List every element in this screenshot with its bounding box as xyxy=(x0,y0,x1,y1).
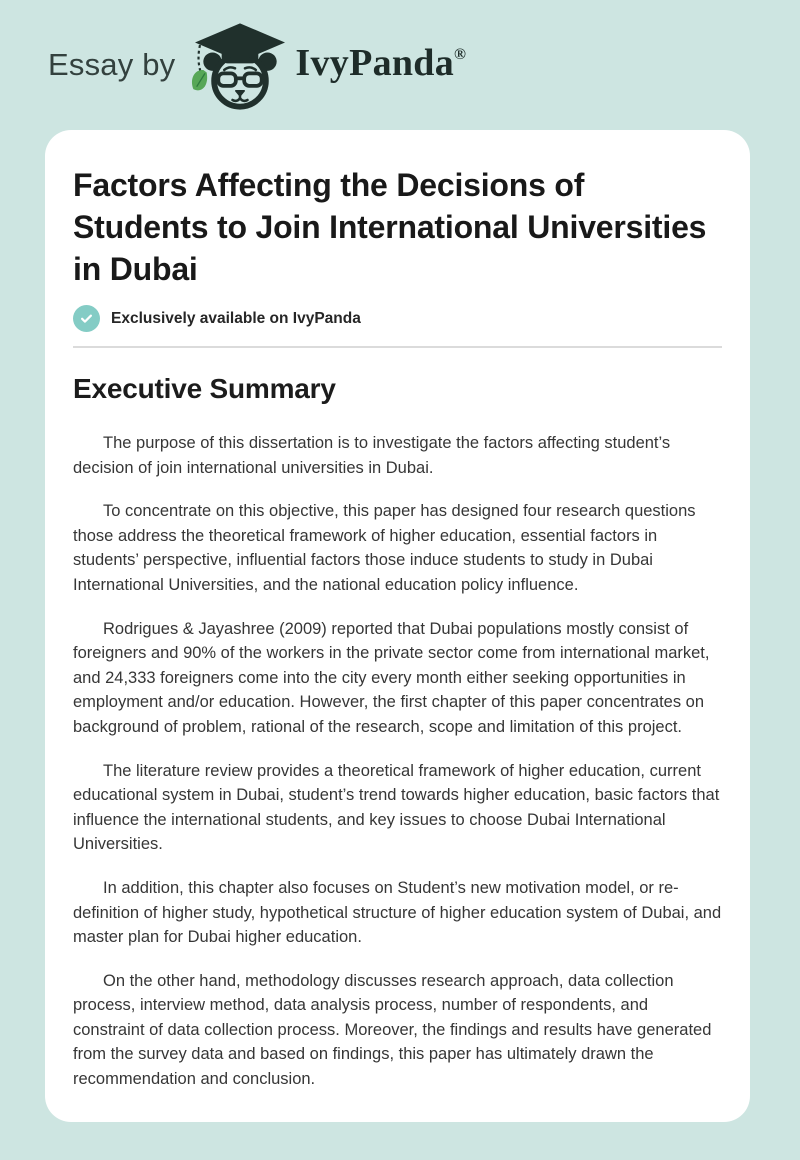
check-icon xyxy=(73,305,100,332)
paragraph: In addition, this chapter also focuses on Student’s new motivation model, or re-definition of higher study, hypothetical structure of higher education system of Dubai, and master plan for Dubai higher education. xyxy=(73,878,722,947)
paragraph: Rodrigues & Jayashree (2009) reported that Dubai populations mostly consist of foreigners and 90% of the workers in the private sector come from international market, and 24,333 foreigners come into the city every month either seeking opportunities in employment and/or education. However, the first chapter of this paper concentrates on background of problem, rational of the research, scope and limitation of this project. xyxy=(73,619,710,736)
article-body xyxy=(73,431,722,1092)
essay-by-label: Essay by xyxy=(48,47,176,82)
brand-name: IvyPanda xyxy=(295,42,455,84)
exclusive-badge xyxy=(73,305,722,332)
brand-wordmark xyxy=(295,41,466,85)
essay-card xyxy=(45,130,750,1122)
ivypanda-logo xyxy=(189,20,466,110)
page-title: Factors Affecting the Decisions of Students to Join International Universities in Dubai xyxy=(73,167,707,287)
panda-graduate-icon xyxy=(189,20,291,110)
paragraph: On the other hand, methodology discusses research approach, data collection process, interview method, data analysis process, number of respondents, and constraint of data collection process. Moreover, the findings and results have generated from the survey data and based on findings, this paper has ultimately drawn the recommendation and conclusion. xyxy=(73,971,712,1089)
paragraph: The purpose of this dissertation is to investigate the factors affecting student’s decision of join international universities in Dubai. xyxy=(73,434,671,477)
page-header xyxy=(0,0,800,130)
section-heading: Executive Summary xyxy=(73,373,336,404)
divider xyxy=(73,346,722,348)
tassel-string-icon xyxy=(199,45,201,73)
ivy-leaf-icon xyxy=(192,70,207,90)
badge-label: Exclusively available on IvyPanda xyxy=(111,309,361,327)
paragraph: To concentrate on this objective, this paper has designed four research questions those address the theoretical framework of higher education, essential factors in students’ perspective, influential factors those induce students to study in Dubai International Universities, and the national education policy influence. xyxy=(73,502,696,594)
registered-mark: ® xyxy=(454,46,467,63)
paragraph: The literature review provides a theoretical framework of higher education, current educational system in Dubai, student’s trend towards higher education, basic factors that influence the international students, and key issues to choose Dubai International Universities. xyxy=(73,761,720,854)
